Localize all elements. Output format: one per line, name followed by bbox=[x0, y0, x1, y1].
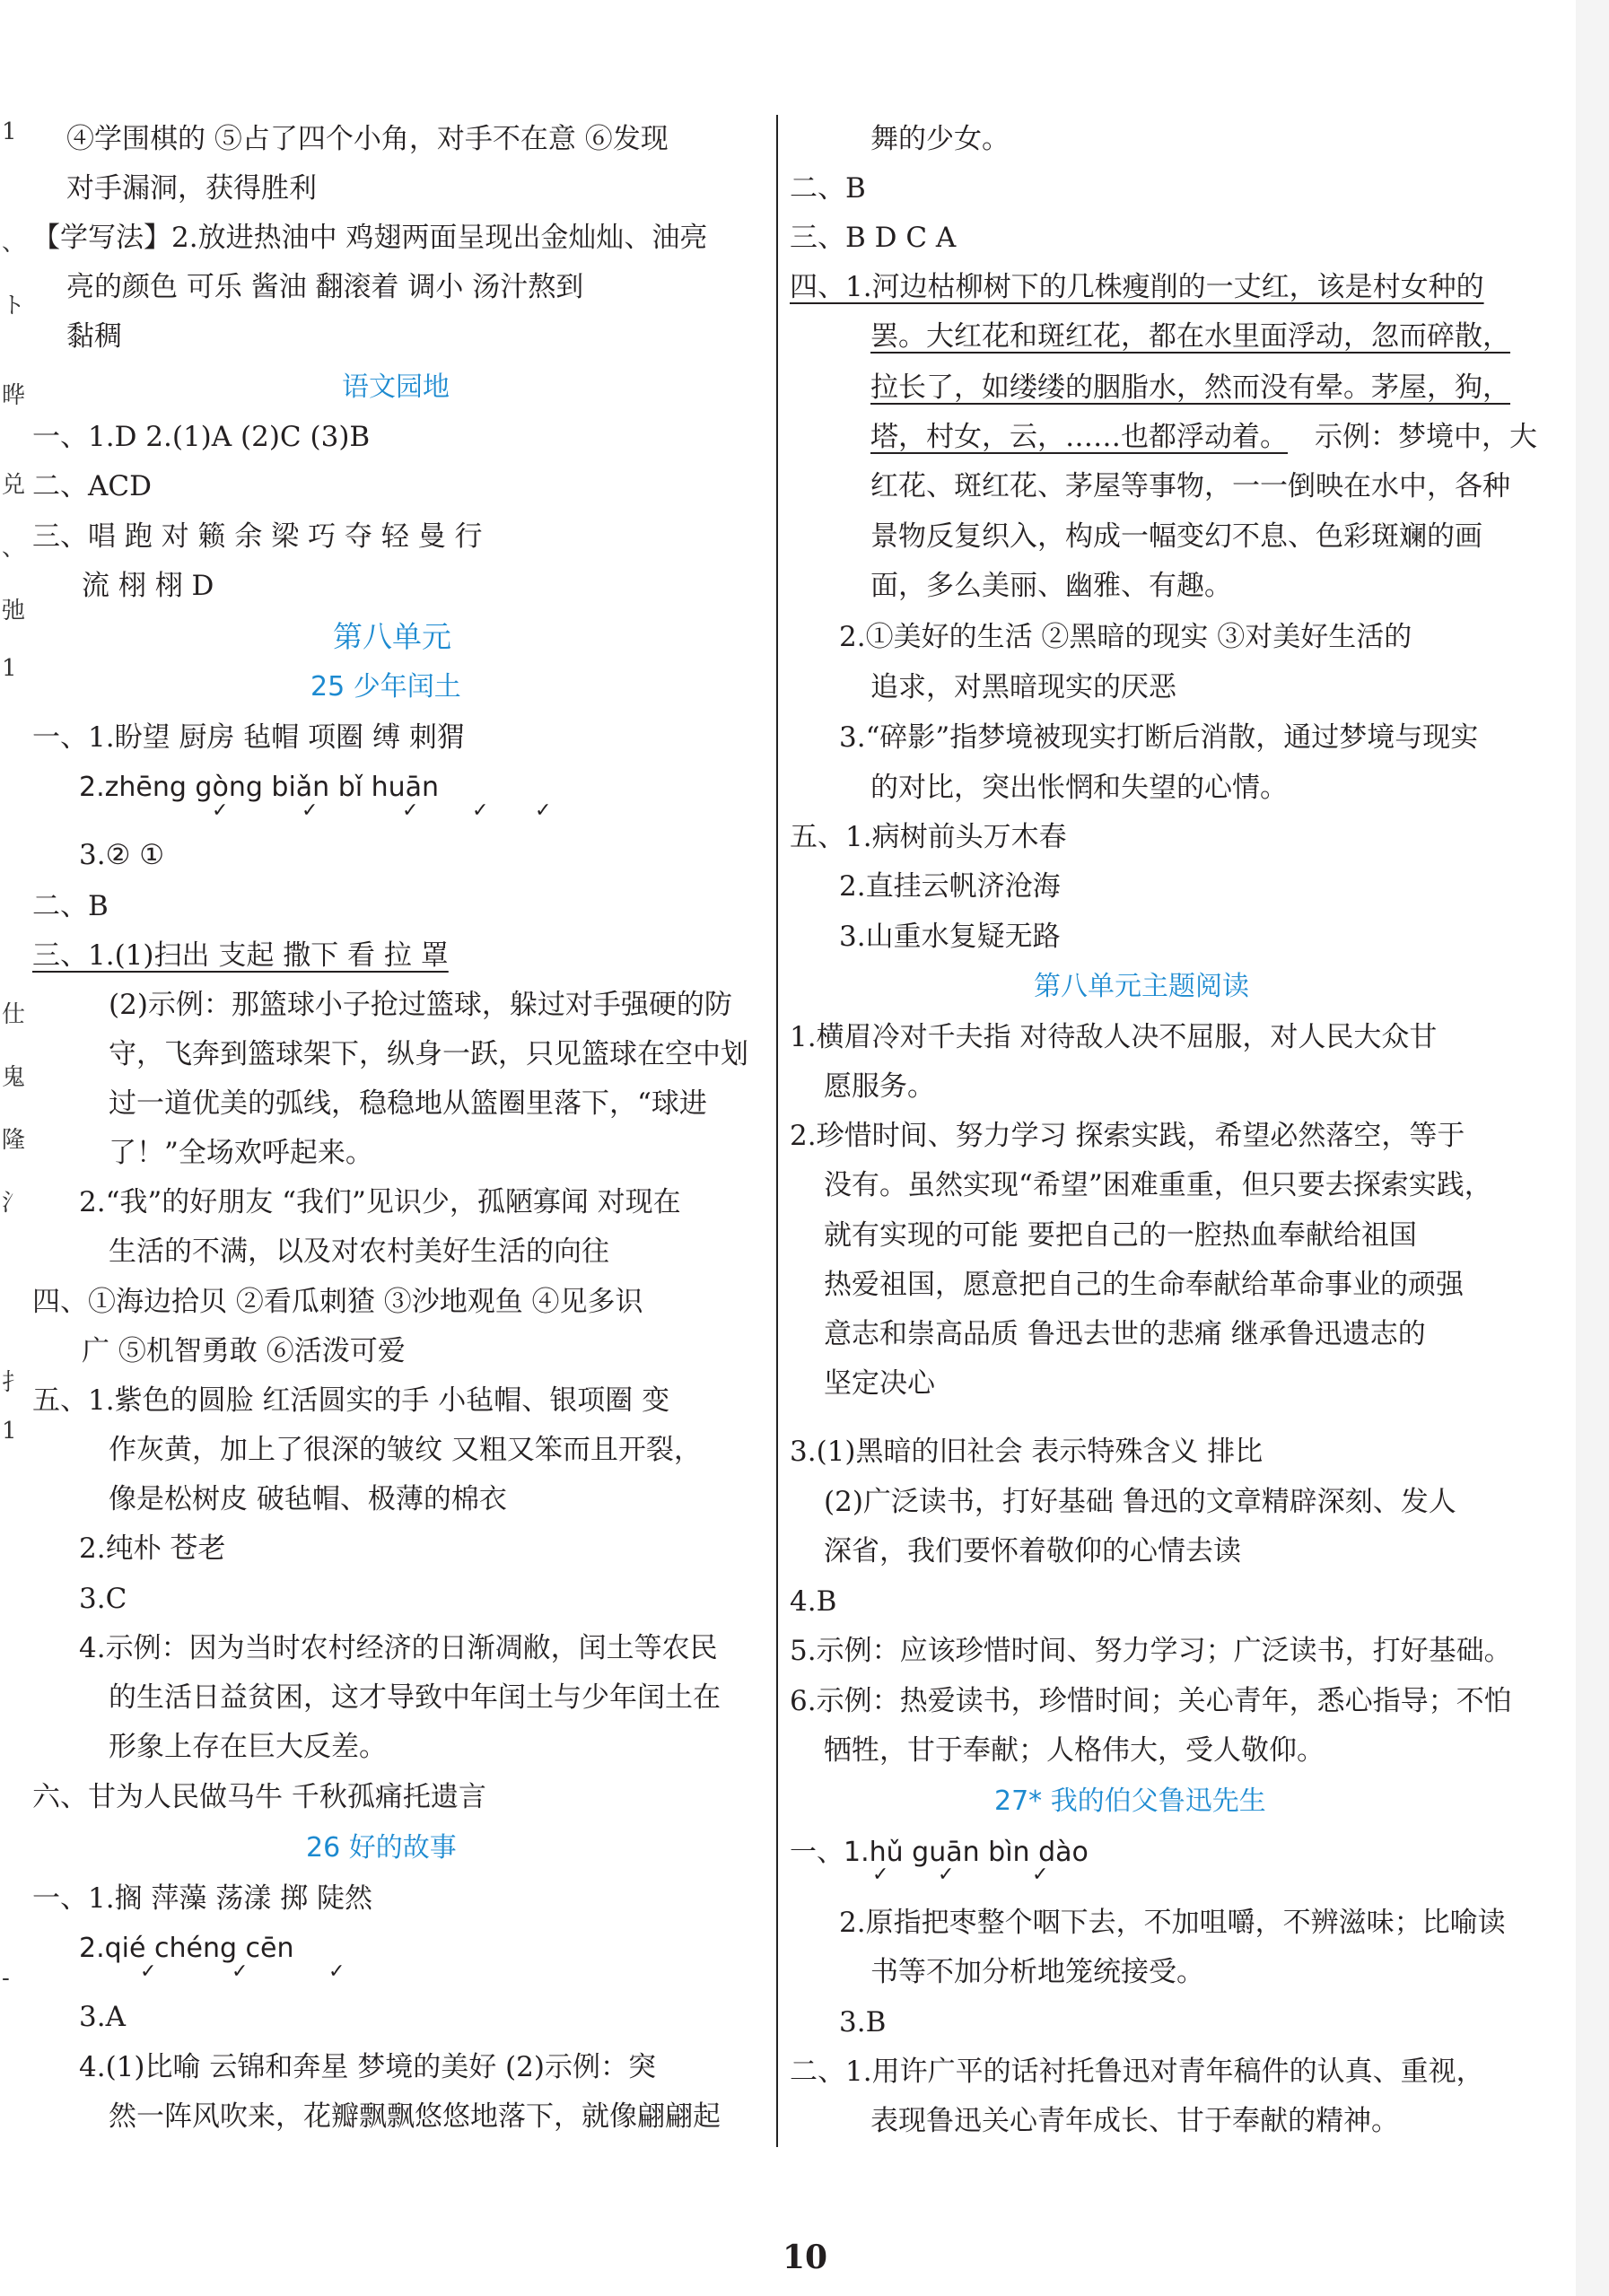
answer-line: 表现鲁迅关心青年成长、甘于奉献的精神。 bbox=[870, 2105, 1399, 2137]
answer-line: 作灰黄，加上了很深的皱纹 又粗又笨而且开裂， bbox=[109, 1434, 702, 1466]
margin-char: 1 bbox=[2, 655, 17, 682]
tick-mark: ✓ bbox=[140, 1960, 157, 1983]
answer-line: 3.B bbox=[839, 2006, 887, 2038]
answer-line: 2.“我”的好朋友 “我们”见识少，孤陋寡闻 对现在 bbox=[79, 1186, 681, 1218]
margin-char: 仕 bbox=[2, 1001, 26, 1028]
margin-char: 氵 bbox=[2, 1190, 26, 1217]
answer-line: 黏稠 bbox=[66, 320, 122, 353]
answer-line: 6.示例：热爱读书，珍惜时间；关心青年，悉心指导；不怕 bbox=[790, 1685, 1512, 1717]
answer-line: 形象上存在巨大反差。 bbox=[109, 1731, 387, 1763]
answer-line: 5.示例：应该珍惜时间、努力学习；广泛读书，打好基础。 bbox=[790, 1635, 1512, 1667]
answer-line: 对手漏洞，获得胜利 bbox=[66, 172, 317, 205]
tick-mark: ✓ bbox=[1032, 1864, 1049, 1886]
margin-char: - bbox=[2, 1965, 10, 1992]
answer-line: 牺牲，甘于奉献；人格伟大，受人敬仰。 bbox=[824, 1734, 1325, 1767]
tick-mark: ✓ bbox=[328, 1960, 345, 1983]
tick-mark: ✓ bbox=[472, 799, 489, 822]
answer-line: 书等不加分析地笼统接受。 bbox=[870, 1956, 1204, 1988]
answer-line: 1.横眉冷对千夫指 对待敌人决不屈服，对人民大众甘 bbox=[790, 1021, 1438, 1053]
tick-mark: ✓ bbox=[302, 799, 319, 822]
answer-line: 3.山重水复疑无路 bbox=[839, 921, 1061, 953]
tick-mark: ✓ bbox=[535, 799, 552, 822]
answer-line: 二、1.用许广平的话衬托鲁迅对青年稿件的认真、重视， bbox=[790, 2056, 1484, 2088]
margin-char: 晔 bbox=[2, 382, 26, 409]
answer-line: 一、1.搁 萍藻 荡漾 掷 陡然 bbox=[32, 1882, 372, 1915]
pinyin-answer-line: 一、1.hǔ guān bìn dào bbox=[790, 1837, 1089, 1868]
answer-line: (2)示例：那篮球小子抢过篮球，躲过对手强硬的防 bbox=[109, 989, 732, 1021]
tick-mark: ✓ bbox=[872, 1864, 889, 1886]
answer-line: 4.B bbox=[790, 1585, 837, 1618]
cropped-left-margin-text bbox=[0, 108, 26, 2010]
answer-line: 的生活日益贫困，这才导致中年闰土与少年闰土在 bbox=[109, 1681, 721, 1714]
margin-char: 隆 bbox=[2, 1127, 26, 1154]
answer-line: 红花、斑红花、茅屋等事物，一一倒映在水中，各种 bbox=[870, 470, 1510, 502]
page-edge-shadow bbox=[1576, 0, 1609, 2296]
answer-line: 3.C bbox=[79, 1583, 127, 1615]
answer-line: 二、ACD bbox=[32, 470, 152, 502]
answer-line-underlined: 三、1.(1)扫出 支起 撒下 看 拉 罩 bbox=[32, 939, 449, 972]
answer-line: 面，多么美丽、幽雅、有趣。 bbox=[870, 570, 1232, 602]
margin-char: 1 bbox=[2, 1418, 17, 1445]
margin-char: 1 bbox=[2, 118, 17, 145]
answer-line: 五、1.病树前头万木春 bbox=[790, 821, 1067, 853]
answer-line: 没有。虽然实现“希望”困难重重，但只要去探索实践， bbox=[824, 1169, 1492, 1201]
lesson-heading-26: 26 好的故事 bbox=[306, 1832, 457, 1864]
answer-line: 了！”全场欢呼起来。 bbox=[109, 1137, 373, 1169]
answer-line: 生活的不满，以及对农村美好生活的向往 bbox=[109, 1235, 609, 1268]
lesson-heading-25: 25 少年闰土 bbox=[310, 671, 461, 703]
answer-line: 愿服务。 bbox=[824, 1070, 935, 1103]
tick-mark: ✓ bbox=[402, 799, 419, 822]
margin-char: 鬼 bbox=[2, 1064, 26, 1091]
answer-line: 2.原指把枣整个咽下去，不加咀嚼，不辨滋味；比喻读 bbox=[839, 1907, 1506, 1939]
margin-char: 扌 bbox=[2, 1369, 26, 1396]
tick-mark: ✓ bbox=[232, 1960, 249, 1983]
answer-line: 景物反复织入，构成一幅变幻不息、色彩斑斓的画 bbox=[870, 520, 1482, 553]
section-heading-yuwen-yuandi: 语文园地 bbox=[342, 371, 450, 403]
answer-line: 3.A bbox=[79, 2001, 126, 2033]
answer-line: 2.直挂云帆济沧海 bbox=[839, 870, 1061, 903]
answer-line: 一、1.D 2.(1)A (2)C (3)B bbox=[32, 421, 371, 453]
answer-line: 深省，我们要怀着敬仰的心情去读 bbox=[824, 1535, 1241, 1567]
answer-line: 然一阵风吹来，花瓣飘飘悠悠地落下，就像翩翩起 bbox=[109, 2100, 721, 2133]
pinyin-answer-line: 2.zhēng gòng biǎn bǐ huān bbox=[79, 772, 440, 803]
answer-line: 二、B bbox=[32, 890, 109, 922]
margin-char: 兑 bbox=[2, 472, 26, 499]
answer-line: 像是松树皮 破毡帽、极薄的棉衣 bbox=[109, 1483, 507, 1515]
answer-line: 六、甘为人民做马牛 千秋孤痛托遗言 bbox=[32, 1781, 486, 1813]
answer-line: 一、1.盼望 厨房 毡帽 项圈 缚 刺猬 bbox=[32, 721, 465, 754]
section-heading-unit8-reading: 第八单元主题阅读 bbox=[1034, 971, 1249, 1002]
margin-char: 、 bbox=[2, 230, 26, 257]
margin-char: 、 bbox=[2, 535, 26, 562]
answer-line: 流 栩 栩 D bbox=[82, 570, 214, 602]
answer-line-underlined: 拉长了，如缕缕的胭脂水，然而没有晕。茅屋，狗， bbox=[870, 371, 1510, 404]
answer-line-xuexiefa: 【学写法】2.放进热油中 鸡翅两面呈现出金灿灿、油亮 bbox=[32, 222, 708, 254]
answer-line-underlined: 罢。大红花和斑红花，都在水里面浮动，忽而碎散， bbox=[870, 320, 1510, 353]
answer-line: 二、B bbox=[790, 172, 866, 205]
margin-char: ト bbox=[2, 292, 26, 319]
answer-line: 4.示例：因为当时农村经济的日渐凋敝，闰土等农民 bbox=[79, 1632, 718, 1664]
answer-line: 追求，对黑暗现实的厌恶 bbox=[870, 671, 1176, 703]
page-number: 10 bbox=[783, 2239, 828, 2276]
lesson-heading-27: 27* 我的伯父鲁迅先生 bbox=[994, 1785, 1266, 1817]
answer-line: 3.(1)黑暗的旧社会 表示特殊含义 排比 bbox=[790, 1436, 1264, 1468]
answer-line: 四、①海边拾贝 ②看瓜刺猹 ③沙地观鱼 ④见多识 bbox=[32, 1286, 643, 1318]
answer-line: 意志和崇高品质 鲁迅去世的悲痛 继承鲁迅遗志的 bbox=[824, 1318, 1426, 1350]
pinyin-answer-line: 2.qié chéng cēn bbox=[79, 1933, 294, 1964]
answer-line: ④学围棋的 ⑤占了四个小角，对手不在意 ⑥发现 bbox=[66, 123, 669, 155]
margin-char: 弛 bbox=[2, 598, 26, 624]
answer-line: 示例：梦境中，大 bbox=[1315, 421, 1537, 453]
answer-line: 亮的颜色 可乐 酱油 翻滚着 调小 汤汁熬到 bbox=[66, 271, 584, 303]
answer-line-underlined: 四、1.河边枯柳树下的几株瘦削的一丈红，该是村女种的 bbox=[790, 271, 1484, 303]
answer-line: 就有实现的可能 要把自己的一腔热血奉献给祖国 bbox=[824, 1219, 1417, 1252]
answer-line: 2.①美好的生活 ②黑暗的现实 ③对美好生活的 bbox=[839, 621, 1412, 653]
answer-line: 热爱祖国，愿意把自己的生命奉献给革命事业的顽强 bbox=[824, 1269, 1464, 1301]
tick-marks: ✓ bbox=[212, 799, 229, 822]
answer-line: 广 ⑤机智勇敢 ⑥活泼可爱 bbox=[82, 1335, 406, 1367]
column-divider bbox=[776, 115, 778, 2147]
answer-line: 4.(1)比喻 云锦和奔星 梦境的美好 (2)示例：突 bbox=[79, 2051, 656, 2083]
answer-line: 舞的少女。 bbox=[870, 123, 1010, 155]
answer-line: 的对比，突出怅惘和失望的心情。 bbox=[870, 772, 1288, 804]
tick-mark: ✓ bbox=[938, 1864, 955, 1886]
unit-heading-8: 第八单元 bbox=[333, 619, 451, 654]
answer-line: 五、1.紫色的圆脸 红活圆实的手 小毡帽、银项圈 变 bbox=[32, 1384, 670, 1417]
answer-line: 2.纯朴 苍老 bbox=[79, 1532, 226, 1565]
answer-line: 三、B D C A bbox=[790, 222, 957, 254]
answer-line: 2.珍惜时间、努力学习 探索实践，希望必然落空，等于 bbox=[790, 1120, 1465, 1152]
answer-line: 坚定决心 bbox=[824, 1367, 935, 1400]
answer-line: 过一道优美的弧线，稳稳地从篮圈里落下，“球进 bbox=[109, 1087, 707, 1120]
answer-line: 三、唱 跑 对 籁 余 梁 巧 夺 轻 曼 行 bbox=[32, 520, 483, 553]
answer-line: 3.② ① bbox=[79, 839, 165, 871]
answer-line: 3.“碎影”指梦境被现实打断后消散，通过梦境与现实 bbox=[839, 721, 1479, 754]
answer-line-underlined: 塔，村女，云，……也都浮动着。 bbox=[870, 421, 1288, 453]
answer-line: 守，飞奔到篮球架下，纵身一跃，只见篮球在空中划 bbox=[109, 1038, 748, 1070]
answer-line: (2)广泛读书，打好基础 鲁迅的文章精辟深刻、发人 bbox=[824, 1486, 1456, 1518]
